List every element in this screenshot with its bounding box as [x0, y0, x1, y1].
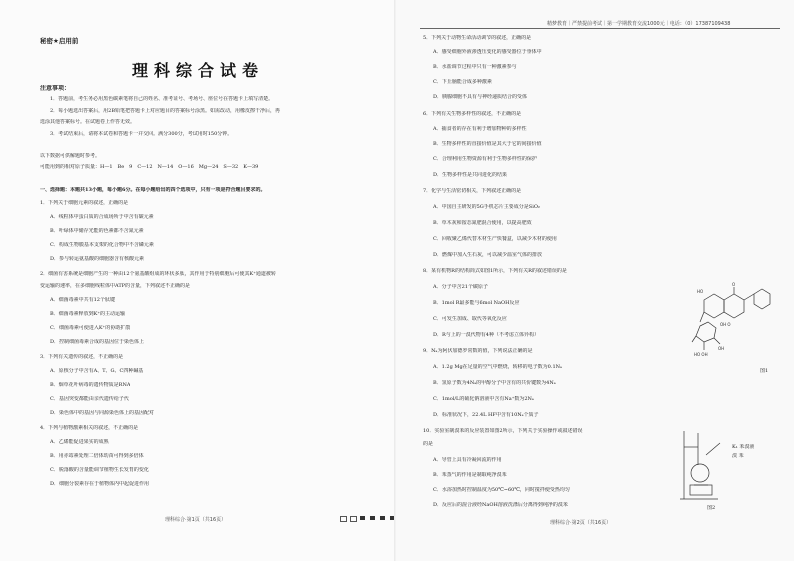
question-option: D．控制细菌毒素合成的基因位于染色体上: [50, 339, 145, 345]
question-option: B．生物多样性的直接价值是其大于它的间接价值: [433, 141, 542, 147]
question-option: B．1mol R最多能与6mol NaOH反应: [433, 300, 520, 306]
question-option: A．细菌毒素中共有12个肽键: [50, 297, 115, 303]
question-option: D．细胞分裂素存在于植物体内中起促进作用: [50, 481, 150, 487]
question-option: B．水盐调节过程中只有一种激素参与: [433, 64, 517, 70]
figure-1-structure: [690, 282, 775, 362]
question-stem: 5．下列关于动物生命活动调节的叙述，正确的是: [423, 35, 532, 41]
figure-2-callout: 溴 苯: [732, 453, 744, 459]
question-option: D．标准状况下，22.4L HF中含有10Nₐ个质子: [433, 412, 539, 418]
question-option: C．合理利用生物资源有利于生物多样性的保护: [433, 156, 537, 162]
notice-line: 选涂其他答案标号。在试题卷上作答无效。: [40, 119, 136, 125]
question-option: D．生物多样性是共同进化的结果: [433, 172, 508, 178]
question-option: B．烟草花叶病毒的遗传物质是RNA: [50, 382, 131, 388]
question-option: D．胰腺细胞不具有与神经递质结合的受体: [433, 94, 528, 100]
page-marker: [340, 516, 397, 521]
confidential-mark: 秘密★启用前: [40, 37, 79, 45]
molecule-diagram: [690, 282, 775, 362]
section-heading: 一、选择题：本题共13小题，每小题6分。在每小题给出的四个选项中，只有一项是符合题目要求的。: [40, 187, 266, 193]
page-footer: 理科综合·第1页（共16页）: [165, 517, 227, 523]
question-stem: 6．下列有关生物多样性的叙述，不正确的是: [423, 111, 522, 117]
question-option: D．参与转运氨基酸的细胞器含有核酸元素: [50, 256, 145, 262]
question-option: C．回收聚乙烯代替木材生产快餐盒，以减少木材的使用: [433, 236, 557, 242]
svg-text:O: O: [732, 282, 736, 287]
atomic-masses: 可能用到的相对原子质量：H—1 Be 9 C—12 N—14 O—16 Mg—24 S—32 K—39: [40, 164, 259, 170]
question-stem: 8．某有机物R的结构简式如图1所示，下列有关R的叙述错误的是: [423, 268, 567, 274]
question-stem: 1．下列关于细胞元素的叙述，正确的是: [40, 200, 129, 206]
question-stem: 4．下列与植物激素相关的叙述，不正确的是: [40, 425, 139, 431]
notice-line: 2．每小题选出答案后，用2B铅笔把答题卡上对应题目的答案标号涂黑。如需改动，用橡皮擦干净后，再: [50, 108, 281, 114]
figure-2-label: 图2: [707, 505, 716, 511]
exam-title: 理科综合试卷: [132, 61, 265, 80]
notice-line: 3．考试结束后，请将本试卷和答题卡一并交回。满分300分，考试用时150分钟。: [50, 131, 233, 137]
question-option: A．分子中含21个碳原子: [433, 284, 488, 290]
question-option: B．苯蒸气的作用是制取纯净溴苯: [433, 472, 507, 478]
data-intro: 以下数据可供解题时参考。: [40, 153, 101, 159]
question-option: D．R与上的一溴代物有4种（不考虑立体异构）: [433, 332, 539, 338]
svg-text:HO: HO: [697, 289, 704, 294]
question-option: A．感受细胞外液渗透压变化的感受器位于垂体中: [433, 49, 542, 55]
notice-line: 1．答题前，考生务必用黑色碳素笔将自己的姓名、准考证号、考场号、座位号在答题卡上填写清楚。: [50, 96, 274, 102]
question-stem: 7．化学与生活密切相关，下列叙述正确的是: [423, 188, 522, 194]
question-stem: 9．Nₐ为阿伏加德罗常数的值，下列说法正确的是: [423, 348, 533, 354]
question-option: A．原核分子中含有A、T、G、C四种碱基: [50, 368, 144, 374]
svg-text:HO OH: HO OH: [694, 352, 708, 357]
header-rule: [420, 28, 780, 29]
question-option: C．1mol/L的硫化钠溶液中含有Na⁺数为2Nₐ: [433, 396, 534, 402]
question-option: A．中国自主研发的5G手机芯片主要成分是SiO₂: [433, 204, 540, 210]
question-stem: 的是: [423, 441, 434, 447]
question-option: C．下丘脑能合成多种激素: [433, 79, 492, 85]
svg-text:OH O: OH O: [720, 322, 731, 327]
question-option: C．可发生加成、取代等氧化反应: [433, 316, 507, 322]
question-option: A．导管上具有冷凝回流的作用: [433, 457, 502, 463]
question-option: C．水浴加热时控制温度为50℃~60℃，同时搅拌使受热均匀: [433, 487, 570, 493]
figure-1-label: 图1: [760, 368, 769, 374]
question-option: A．线粒体中蛋白质的合成场所于中含有碳元素: [50, 214, 154, 220]
figure-2-apparatus: [680, 425, 725, 505]
question-option: A．1.2g Mg在足量的空气中燃烧，转移的电子数为0.1Nₐ: [433, 364, 562, 370]
question-option: C．构成生物膜基本支架的化合物中不含磷元素: [50, 242, 154, 248]
question-option: B．叶绿体中储存光能的色素都不含氮元素: [50, 228, 144, 234]
question-option: C．基因突变都能由亲代遗传给子代: [50, 396, 129, 402]
page-footer: 理科综合·第2页（共16页）: [550, 520, 612, 526]
question-stem: 10．实验室制溴苯的反应装置如图2所示，下列关于实验操作或叙述错误: [423, 428, 583, 434]
question-option: B．氢原子数为4Nₐ的甲醇分子中含有的共价键数为4Nₐ: [433, 380, 556, 386]
question-option: A．乙烯能促进果实的成熟: [50, 439, 109, 445]
question-option: D．反应后的混合液经NaOH溶液洗涤后分离得到纯净的溴苯: [433, 502, 568, 508]
page-header: 精梦教育｜严禁提前考试｜第一学期教育交流1000元｜电话：（0）17387109438: [547, 21, 731, 27]
question-stem: 变运输的速率，在多细胞线粒体中ATP的含量，下列叙述不正确的是: [40, 283, 191, 289]
question-option: A．捕食者的存在有利于增加物种的多样性: [433, 126, 527, 132]
apparatus-diagram: [680, 425, 725, 505]
question-option: B．草木灰和铵态氮肥混合使用，以提高肥效: [433, 220, 532, 226]
question-option: B．用赤霉素处理二倍体幼苗可得到多倍体: [50, 453, 144, 459]
question-option: D．燃煤中加入生石灰，可以减少温室气体的排放: [433, 252, 543, 258]
question-option: C．脱落酸的含量能调节植物生长发育的变化: [50, 467, 149, 473]
figure-2-callout: K₁ 苯溴液: [732, 444, 755, 450]
question-option: C．细菌毒素可使进入K⁺的协助扩散: [50, 325, 131, 331]
svg-text:OH: OH: [718, 346, 725, 351]
question-option: D．染色体中的基因与同源染色体上的基因配对: [50, 410, 155, 416]
question-stem: 2．细菌有害系统是细胞产生的一种由12个氨基酸组成的环状多肽，其作用于特别细胞后可使其K⁺通道被转: [40, 271, 276, 277]
question-stem: 3．下列有关遗传的叙述，不正确的是: [40, 354, 124, 360]
notice-heading: 注意事项：: [40, 85, 71, 92]
question-option: B．细菌毒素释放到K⁺的主动运输: [50, 311, 126, 317]
